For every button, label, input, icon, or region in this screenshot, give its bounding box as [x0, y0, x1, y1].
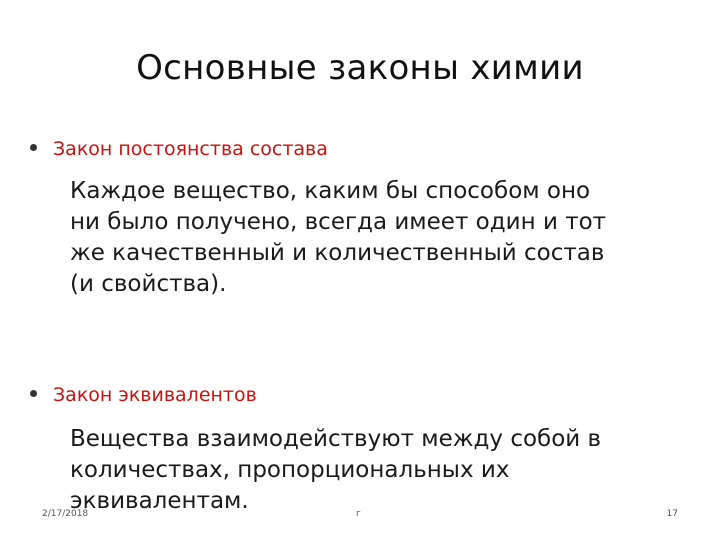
bullet-law-1: [30, 136, 328, 162]
footer-text: г: [356, 509, 361, 519]
law-description: Каждое вещество, каким бы способом оно ни было получено, всегда имеет один и тот же качественный и количественный состав (и свойства).: [70, 178, 607, 297]
bullet-icon: [30, 144, 37, 151]
bullet-law-2: [30, 382, 257, 408]
law-heading: Закон эквивалентов: [53, 384, 257, 406]
slide-title: Основные законы химии: [136, 48, 584, 88]
footer-date: 2/17/2018: [42, 509, 89, 519]
law-heading: Закон постоянства состава: [53, 138, 328, 160]
bullet-icon: [30, 390, 37, 397]
law-description: Вещества взаимодействуют между собой в количествах, пропорциональных их эквивалентам.: [70, 426, 602, 514]
page-number: 17: [666, 509, 678, 519]
